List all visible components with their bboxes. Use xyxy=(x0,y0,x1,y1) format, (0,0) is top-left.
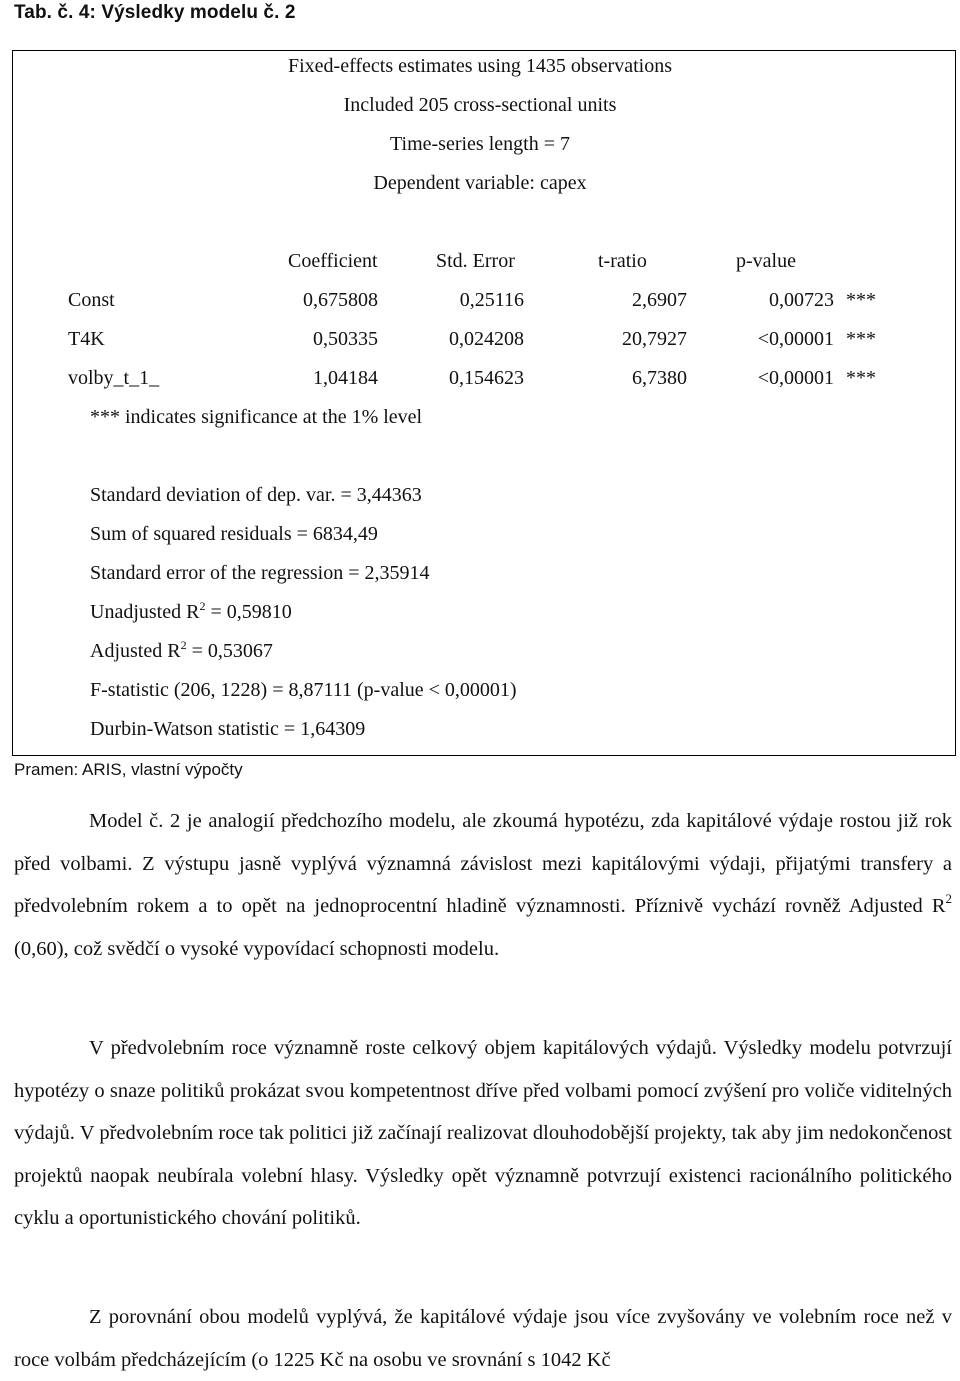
stat-adjusted-r2 xyxy=(90,640,273,663)
stat-unadjusted-r2 xyxy=(90,601,292,624)
row-t-ratio: 20,7927 xyxy=(622,328,687,350)
table-source: Pramen: ARIS, vlastní výpočty xyxy=(14,760,243,779)
stat-adjr2-superscript: 2 xyxy=(180,638,187,652)
row-variable: Const xyxy=(68,289,115,311)
stat-adjr2-value: = 0,53067 xyxy=(186,640,273,662)
table-row xyxy=(0,367,960,393)
header-observations: Fixed-effects estimates using 1435 observations xyxy=(287,55,672,77)
row-variable: volby_t_1_ xyxy=(68,367,160,389)
col-header-std-error: Std. Error xyxy=(436,250,515,272)
paragraph-1-superscript: 2 xyxy=(945,891,952,906)
paragraph-model-2 xyxy=(14,800,952,970)
row-significance: *** xyxy=(846,328,876,350)
stat-r2-value: = 0,59810 xyxy=(205,601,292,623)
row-t-ratio: 2,6907 xyxy=(632,289,687,311)
stat-durbin-watson: Durbin-Watson statistic = 1,64309 xyxy=(90,718,366,740)
table-header-row xyxy=(0,250,960,276)
paragraph-comparison: Z porovnání obou modelů vyplývá, že kapitálové výdaje jsou více zvyšovány ve volebním roce než v roce volbám předcházejícím (o 1225 Kč na osobu ve srovnání s 1042 Kč xyxy=(14,1306,952,1371)
header-dependent-variable: Dependent variable: capex xyxy=(373,172,587,194)
stat-f-statistic: F-statistic (206, 1228) = 8,87111 (p-value < 0,00001) xyxy=(90,679,517,701)
significance-note: *** indicates significance at the 1% level xyxy=(90,406,423,428)
row-p-value: 0,00723 xyxy=(769,289,834,311)
row-significance: *** xyxy=(846,289,876,311)
row-coefficient: 1,04184 xyxy=(313,367,378,389)
row-std-error: 0,154623 xyxy=(449,367,524,389)
row-significance: *** xyxy=(846,367,876,389)
col-header-t-ratio: t-ratio xyxy=(598,250,647,272)
row-p-value: <0,00001 xyxy=(757,328,834,350)
header-units: Included 205 cross-sectional units xyxy=(343,94,617,116)
row-variable: T4K xyxy=(68,328,105,350)
table-row xyxy=(0,328,960,354)
row-coefficient: 0,50335 xyxy=(313,328,378,350)
paragraph-1-text-end: (0,60), což svědčí o vysoké vypovídací schopnosti modelu. xyxy=(14,937,500,960)
stat-r2-label: Unadjusted R xyxy=(90,601,200,623)
row-std-error: 0,024208 xyxy=(449,328,524,350)
stat-adjr2-label: Adjusted R xyxy=(90,640,181,662)
stat-ssr: Sum of squared residuals = 6834,49 xyxy=(90,523,378,545)
stat-r2-superscript: 2 xyxy=(199,599,206,613)
paragraph-1-text: Model č. 2 je analogií předchozího modelu, ale zkoumá hypotézu, zda kapitálové výdaje rostou již rok před volbami. Z výstupu jasně vyplývá významná závislost mezi kapitálovými výdaji, přijatými transfery a předvolebním rokem a to opět na jednoprocentní hladině významnosti. Příznivě vychází rovněž Adjusted R xyxy=(14,810,952,917)
row-p-value: <0,00001 xyxy=(757,367,834,389)
col-header-coefficient: Coefficient xyxy=(288,250,378,272)
table-row xyxy=(0,289,960,315)
col-header-p-value: p-value xyxy=(736,250,796,272)
paragraph-pre-election-year: V předvolebním roce významně roste celkový objem kapitálových výdajů. Výsledky modelu potvrzují hypotézy o snaze politiků prokázat svou kompetentnost dříve před volbami pomocí zvýšení pro voliče viditelných výdajů. V předvolebním roce tak politici již začínají realizovat dlouhodobější projekty, tak aby jim nedokončenost projektů naopak neubírala volební hlasy. Výsledky opět významně potvrzují existenci racionálního politického cyklu a oportunistického chování politiků. xyxy=(14,1037,952,1229)
table-caption: Tab. č. 4: Výsledky modelu č. 2 xyxy=(14,2,296,23)
stat-sd-dep-var: Standard deviation of dep. var. = 3,44363 xyxy=(90,484,422,506)
row-std-error: 0,25116 xyxy=(459,289,524,311)
row-t-ratio: 6,7380 xyxy=(632,367,687,389)
header-timeseries: Time-series length = 7 xyxy=(390,133,570,155)
row-coefficient: 0,675808 xyxy=(303,289,378,311)
stat-se-regression: Standard error of the regression = 2,35914 xyxy=(90,562,430,584)
